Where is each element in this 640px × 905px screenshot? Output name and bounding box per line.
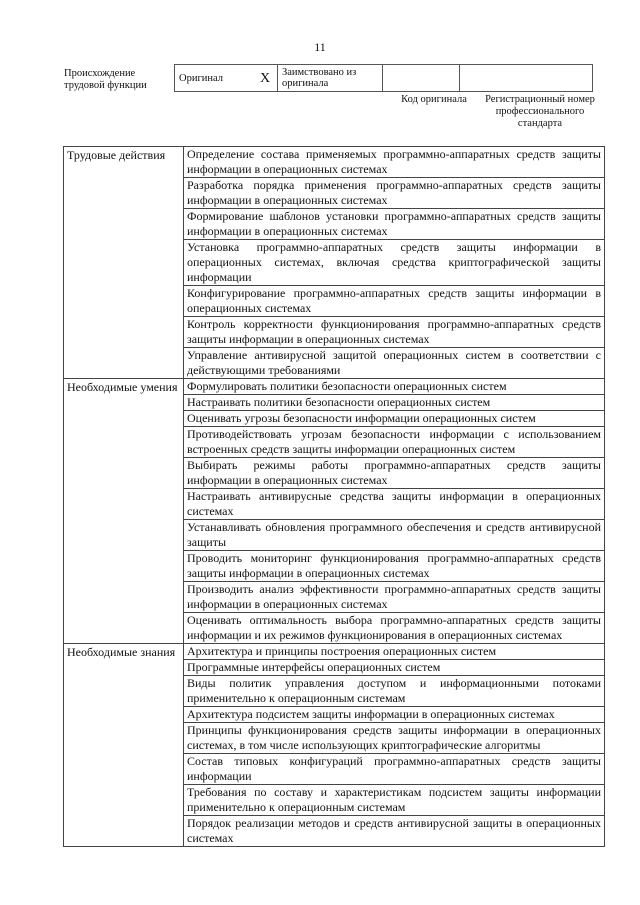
table-row [64,644,605,660]
section-title: Необходимые умения [64,379,184,644]
reg-number-cell [460,65,593,92]
table-cell-item: Управление антивирусной защитой операционных систем в соответствии с действующими требованиями [184,348,605,379]
reg-number-label: Регистрационный номер профессионального стандарта [485,94,595,129]
table-cell-item: Определение состава применяемых программно-аппаратных средств защиты информации в операционных системах [184,147,605,178]
table-cell-item: Производить анализ эффективности программно-аппаратных средств защиты информации в операционных системах [184,582,605,613]
table-cell-item: Противодействовать угрозам безопасности информации с использованием встроенных средств защиты информации операционных систем [184,427,605,458]
table-cell-item: Установка программно-аппаратных средств защиты информации в операционных системах, включая средства криптографической защиты информации [184,240,605,286]
table-row [64,147,605,178]
table-cell-item: Состав типовых конфигураций программно-аппаратных средств защиты информации [184,754,605,785]
table-cell-item: Оценивать угрозы безопасности информации операционных систем [184,411,605,427]
table-cell-item: Выбирать режимы работы программно-аппаратных средств защиты информации в операционных системах [184,458,605,489]
table-cell-item: Конфигурирование программно-аппаратных средств защиты информации в операционных системах [184,286,605,317]
table-cell-item: Оценивать оптимальность выбора программно-аппаратных средств защиты информации и их режимов функционирования в операционных системах [184,613,605,644]
table-cell-item: Архитектура и принципы построения операционных систем [184,644,605,660]
table-cell-item: Настраивать политики безопасности операционных систем [184,395,605,411]
table-cell-item: Формулировать политики безопасности операционных систем [184,379,605,395]
table-cell-item: Принципы функционирования средств защиты информации в операционных системах, в том числе использующих криптографические алгоритмы [184,723,605,754]
table-cell-item: Разработка порядка применения программно-аппаратных средств защиты информации в операционных системах [184,178,605,209]
table-cell-item: Порядок реализации методов и средств антивирусной защиты в операционных системах [184,816,605,847]
section-title: Необходимые знания [64,644,184,847]
page-number: 11 [314,40,326,54]
origin-table [174,64,593,92]
table-cell-item: Контроль корректности функционирования программно-аппаратных средств защиты информации в операционных системах [184,317,605,348]
borrowed-cell: Заимствовано из оригинала [278,65,383,92]
table-cell-item: Виды политик управления доступом и информационными потоками применительно к операционным системам [184,676,605,707]
original-mark: X [253,65,278,92]
table-cell-item: Проводить мониторинг функционирования программно-аппаратных средств защиты информации в операционных системах [184,551,605,582]
function-details-table [63,146,605,847]
table-cell-item: Настраивать антивирусные средства защиты информации в операционных системах [184,489,605,520]
code-cell [383,65,460,92]
table-cell-item: Требования по составу и характеристикам подсистем защиты информации применительно к операционным системам [184,785,605,816]
section-title: Трудовые действия [64,147,184,379]
original-cell: Оригинал [175,65,254,92]
table-cell-item: Архитектура подсистем защиты информации в операционных системах [184,707,605,723]
origin-label: Происхождение трудовой функции [64,68,147,91]
table-row [64,379,605,395]
table-cell-item: Устанавливать обновления программного обеспечения и средств антивирусной защиты [184,520,605,551]
table-cell-item: Программные интерфейсы операционных систем [184,660,605,676]
code-label: Код оригинала [401,94,467,105]
table-cell-item: Формирование шаблонов установки программно-аппаратных средств защиты информации в операционных системах [184,209,605,240]
